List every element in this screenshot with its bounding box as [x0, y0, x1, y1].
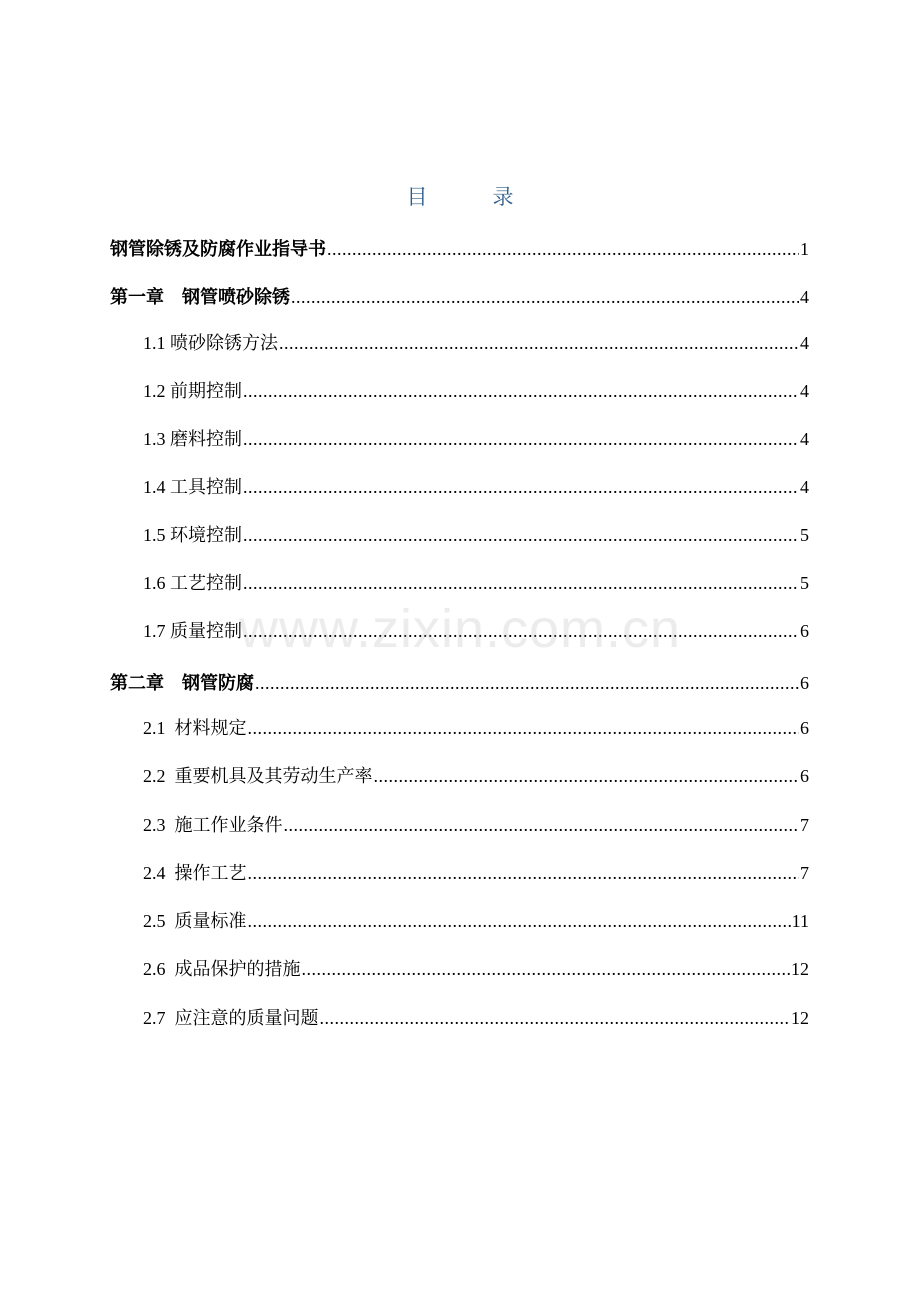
dot-leader [327, 234, 799, 264]
dot-leader [374, 761, 800, 791]
toc-entry-page: 7 [800, 815, 809, 835]
dot-leader [248, 713, 800, 743]
toc-entry-page: 7 [800, 863, 809, 883]
toc-entry-label: 2.2 重要机具及其劳动生产率 [143, 766, 373, 786]
toc-entry-page: 11 [791, 911, 809, 931]
toc-entry[interactable] [143, 376, 809, 406]
dot-leader [291, 282, 799, 312]
toc-entry-label: 2.1 材料规定 [143, 718, 247, 738]
toc-entry-page: 5 [800, 525, 809, 545]
toc-entry-label: 钢管除锈及防腐作业指导书 [110, 239, 326, 259]
dot-leader [279, 328, 799, 358]
dot-leader [302, 954, 791, 984]
toc-entry[interactable] [143, 424, 809, 454]
toc-entry[interactable] [110, 282, 809, 312]
dot-leader [320, 1003, 791, 1033]
toc-entry-page: 4 [800, 287, 809, 307]
toc-entry[interactable] [143, 568, 809, 598]
toc-entry[interactable] [143, 520, 809, 550]
watermark: www.zixin.com.cn [238, 599, 682, 659]
toc-entry-page: 6 [800, 621, 809, 641]
toc-entry-label: 2.7 应注意的质量问题 [143, 1008, 319, 1028]
dot-leader [243, 520, 799, 550]
toc-entry-page: 4 [800, 381, 809, 401]
toc-entry[interactable] [143, 954, 809, 984]
toc-entry[interactable] [143, 810, 809, 840]
toc-entry-label: 1.5 环境控制 [143, 525, 242, 545]
toc-entry-label: 1.1 喷砂除锈方法 [143, 333, 278, 353]
toc-title: 目 录 [406, 185, 536, 209]
dot-leader [243, 424, 799, 454]
toc-entry-label: 第二章 钢管防腐 [110, 673, 254, 693]
toc-entry-label: 2.3 施工作业条件 [143, 815, 283, 835]
dot-leader [248, 858, 800, 888]
toc-entry[interactable] [143, 1003, 809, 1033]
toc-entry-page: 4 [800, 477, 809, 497]
toc-entry-page: 6 [800, 673, 809, 693]
toc-entry-label: 1.6 工艺控制 [143, 573, 242, 593]
toc-entry-label: 2.5 质量标准 [143, 911, 247, 931]
toc-entry-page: 6 [800, 718, 809, 738]
dot-leader [243, 472, 799, 502]
toc-entry-label: 1.7 质量控制 [143, 621, 242, 641]
toc-entry-label: 1.2 前期控制 [143, 381, 242, 401]
toc-entry[interactable] [143, 906, 809, 936]
toc-entry[interactable] [143, 761, 809, 791]
toc-entry[interactable] [143, 616, 809, 646]
toc-entry[interactable] [110, 668, 809, 698]
toc-entry-page: 12 [791, 1008, 809, 1028]
toc-entry-label: 1.4 工具控制 [143, 477, 242, 497]
toc-entry[interactable] [143, 472, 809, 502]
dot-leader [248, 906, 791, 936]
toc-entry-page: 6 [800, 766, 809, 786]
dot-leader [243, 616, 799, 646]
toc-entry-page: 1 [800, 239, 809, 259]
toc-entry-label: 第一章 钢管喷砂除锈 [110, 287, 290, 307]
toc-entry-page: 5 [800, 573, 809, 593]
toc-entry[interactable] [110, 234, 809, 264]
toc-entry[interactable] [143, 328, 809, 358]
toc-entry-label: 1.3 磨料控制 [143, 429, 242, 449]
toc-entry-label: 2.4 操作工艺 [143, 863, 247, 883]
toc-entry-page: 4 [800, 333, 809, 353]
toc-entry-page: 12 [791, 959, 809, 979]
toc-entry[interactable] [143, 858, 809, 888]
dot-leader [284, 810, 800, 840]
dot-leader [243, 376, 799, 406]
toc-entry-page: 4 [800, 429, 809, 449]
dot-leader [243, 568, 799, 598]
toc-entry[interactable] [143, 713, 809, 743]
toc-entry-label: 2.6 成品保护的措施 [143, 959, 301, 979]
dot-leader [255, 668, 799, 698]
